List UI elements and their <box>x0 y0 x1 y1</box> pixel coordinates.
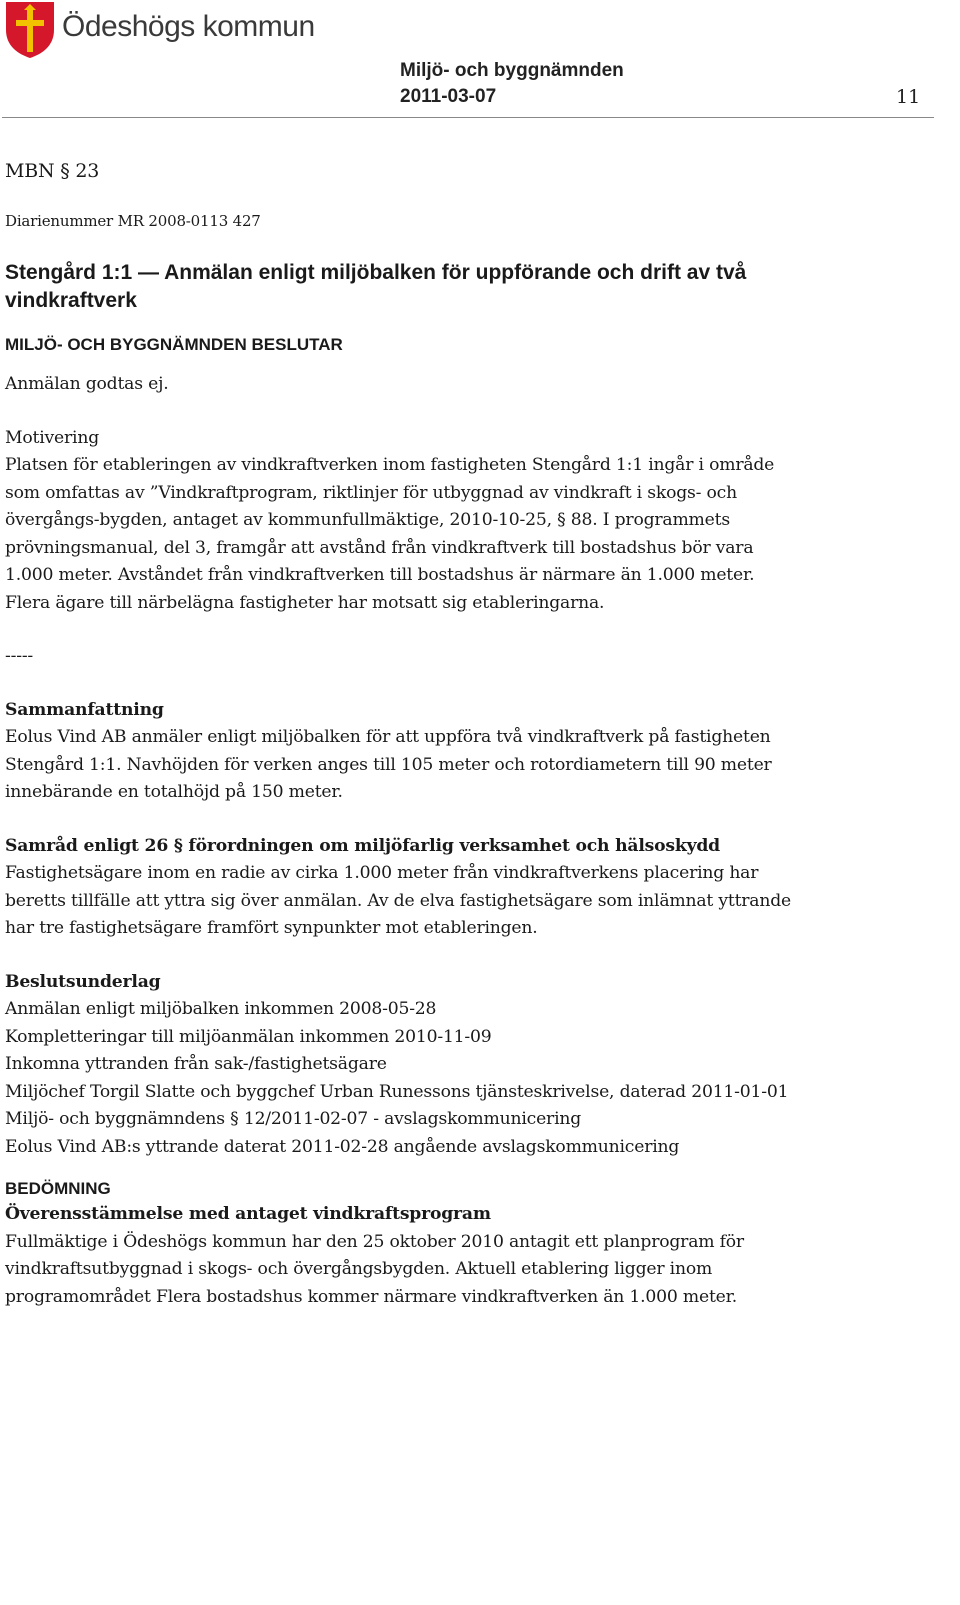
sammanfattning-heading: Sammanfattning <box>5 699 164 720</box>
decision-text: Anmälan godtas ej. <box>5 374 169 394</box>
brand-name: Ödeshögs kommun <box>62 10 315 43</box>
paragraph-line: beretts tillfälle att yttra sig över anmälan. Av de elva fastighetsägare som inlämnat yttrande <box>5 890 791 911</box>
document-title <box>5 259 925 315</box>
paragraph-line: innebärande en totalhöjd på 150 meter. <box>5 782 343 802</box>
header-board-name: Miljö- och byggnämnden <box>400 60 624 81</box>
header-date: 2011-03-07 <box>400 86 497 107</box>
paragraph-line: 1.000 meter. Avståndet från vindkraftverken till bostadshus är närmare än 1.000 meter. <box>5 565 755 585</box>
paragraph-line: vindkraftsutbyggnad i skogs- och övergångsbygden. Aktuell etablering ligger inom <box>5 1259 713 1279</box>
motivering-section <box>5 425 925 671</box>
page-number: 11 <box>896 86 921 108</box>
list-item: Miljöchef Torgil Slatte och byggchef Urban Runessons tjänsteskrivelse, daterad 2011-01-01 <box>5 1081 789 1102</box>
list-item: Miljö- och byggnämndens § 12/2011-02-07 - avslagskommunicering <box>5 1109 582 1129</box>
beslutsunderlag-section <box>5 969 925 1162</box>
paragraph-line: Platsen för etableringen av vindkraftverken inom fastigheten Stengård 1:1 ingår i område <box>5 455 775 475</box>
samrad-section <box>5 833 925 943</box>
paragraph-line: programområdet Flera bostadshus kommer närmare vindkraftverken än 1.000 meter. <box>5 1286 738 1307</box>
list-item: Anmälan enligt miljöbalken inkommen 2008-05-28 <box>5 999 437 1019</box>
paragraph-line: Flera ägare till närbelägna fastigheter har motsatt sig etableringarna. <box>5 592 605 613</box>
municipality-shield-logo-icon <box>4 0 56 60</box>
motivering-heading: Motivering <box>5 427 100 448</box>
bedomning-subheading: Överensstämmelse med antaget vindkraftsprogram <box>5 1204 491 1224</box>
sammanfattning-section <box>5 697 925 807</box>
paragraph-line: Eolus Vind AB anmäler enligt miljöbalken för att uppföra två vindkraftverk på fastigheten <box>5 727 771 747</box>
paragraph-line: Fullmäktige i Ödeshögs kommun har den 25 oktober 2010 antagit ett planprogram för <box>5 1231 744 1252</box>
paragraph-line: som omfattas av ”Vindkraftprogram, riktlinjer för utbyggnad av vindkraft i skogs- och <box>5 482 737 503</box>
paragraph-line: Fastighetsägare inom en radie av cirka 1.000 meter från vindkraftverkens placering har <box>5 863 759 883</box>
paragraph-line: övergångs-bygden, antaget av kommunfullmäktige, 2010-10-25, § 88. I programmets <box>5 510 730 530</box>
paragraph-line: prövningsmanual, del 3, framgår att avstånd från vindkraftverk till bostadshus bör vara <box>5 537 754 558</box>
case-number: Diarienummer MR 2008-0113 427 <box>5 211 261 230</box>
paragraph-line: Stengård 1:1. Navhöjden för verken anges till 105 meter och rotordiametern till 90 meter <box>5 754 772 775</box>
title-line: vindkraftverk <box>5 289 137 312</box>
bedomning-heading: BEDÖMNING <box>5 1179 111 1198</box>
bedomning-section <box>5 1201 925 1311</box>
beslutsunderlag-heading: Beslutsunderlag <box>5 971 161 992</box>
section-separator: ----- <box>5 646 34 666</box>
decision-heading: MILJÖ- OCH BYGGNÄMNDEN BESLUTAR <box>5 335 343 354</box>
list-item: Kompletteringar till miljöanmälan inkommen 2010-11-09 <box>5 1026 492 1047</box>
section-reference: MBN § 23 <box>5 160 100 182</box>
samrad-heading: Samråd enligt 26 § förordningen om miljöfarlig verksamhet och hälsoskydd <box>5 835 721 856</box>
list-item: Inkomna yttranden från sak-/fastighetsägare <box>5 1054 387 1074</box>
list-item: Eolus Vind AB:s yttrande daterat 2011-02-28 angående avslagskommunicering <box>5 1136 680 1157</box>
paragraph-line: har tre fastighetsägare framfört synpunkter mot etableringen. <box>5 918 538 938</box>
header-divider <box>2 117 934 118</box>
document-body <box>5 158 925 1311</box>
title-line: Stengård 1:1 — Anmälan enligt miljöbalken för uppförande och drift av två <box>5 261 747 284</box>
